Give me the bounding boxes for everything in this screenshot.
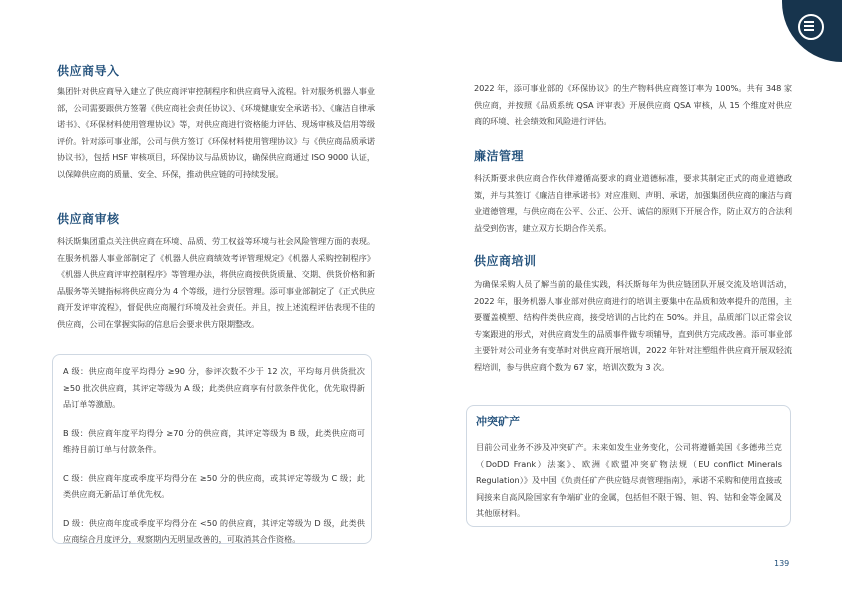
grade-d-text: D 级：供应商年度或季度平均得分在 <50 的供应商，其评定等级为 D 级，此类供应商综合月度评分，观察期内无明显改善的，可取消其合作资格。 xyxy=(63,517,365,544)
conflict-minerals-box xyxy=(466,405,791,527)
section-title-integrity: 廉洁管理 xyxy=(474,149,525,163)
section-title-supplier-training: 供应商培训 xyxy=(474,254,537,268)
conflict-minerals-title: 冲突矿产 xyxy=(476,415,520,428)
page-number: 139 xyxy=(774,559,790,568)
agreement-intro-text: 2022 年，添可事业部的《环保协议》的生产物料供应商签订率为 100%。共有 348 家供应商，并按照《品质系统 QSA 评审表》开展供应商 QSA 审核，从 15 个维度对供应商的环境、社会绩效和风险进行评估。 xyxy=(474,83,792,126)
grade-c-text: C 级：供应商年度或季度平均得分在 ≥50 分的供应商，或其评定等级为 C 级；此类供应商无新品订单优先权。 xyxy=(63,472,365,499)
section-title-supplier-onboarding: 供应商导入 xyxy=(57,64,120,78)
section-body-integrity: 科沃斯要求供应商合作伙伴遵循高要求的商业道德标准，要求其制定正式的商业道德政策，并与其签订《廉洁自律承诺书》对应准则、声明、承诺，加强集团供应商的廉洁与商业道德管理，与供应商在公平、公正、公开、诚信的原则下开展合作，防止双方的合法利益受到伤害，建立双方长期合作关系。 xyxy=(474,173,792,233)
grade-b-text: B 级：供应商年度平均得分 ≥70 分的供应商，其评定等级为 B 级，此类供应商可维持目前订单与付款条件。 xyxy=(63,427,365,454)
conflict-minerals-body: 目前公司业务不涉及冲突矿产。未来如发生业务变化，公司将遵循美国《多德弗兰克（DoDD Frank）法案》、欧洲《欧盟冲突矿物法规（EU conflict Minerals Regulation）》及中国《负责任矿产供应链尽责管理指南》，承诺不采购和使用直接或间接来自高风险国家有争端矿业的金属，包括但不限于锡、钽、钨、钴和金等金属及其他原材料。 xyxy=(476,442,782,518)
section-body-supplier-audit: 科沃斯集团重点关注供应商在环境、品质、劳工权益等环境与社会风险管理方面的表现。在服务机器人事业部制定了《机器人供应商绩效考评管理规定》《机器人采购控制程序》《机器人供应商评审控制程序》等管理办法，将供应商按供货质量、交期、供货价格和新品服务等关键指标将供应商分为 4 个等级，进行分层管理。添可事业部制定了《正式供应商开发评审流程》，督促供应商履行环境及社会责任。并且，按上述流程评估表现不佳的供应商，公司在掌握实际的信息后会要求供方限期整改。 xyxy=(57,236,375,329)
brand-logo-icon xyxy=(798,14,824,40)
section-body-supplier-training: 为确保采购人员了解当前的最佳实践，科沃斯每年为供应链团队开展交流及培训活动，2022 年，服务机器人事业部对供应商进行的培训主要集中在品质和效率提升的范围，主要覆盖模塑、结构件类供应商，接受培训的占比约在 50%。并且，品质部门以正常会议专案跟进的形式，对供应商发生的品质事件做专项辅导，直到供方完成改善。添可事业部主要针对公司业务有变革时对供应商开展培训，2022 年针对注塑组件供应商开展双轻流程培训，参与供应商个数为 67 家，培训次数为 3 次。 xyxy=(474,279,792,372)
supplier-grade-box xyxy=(52,354,372,544)
corner-tab xyxy=(782,0,842,62)
section-title-supplier-audit: 供应商审核 xyxy=(57,212,120,226)
grade-a-text: A 级：供应商年度平均得分 ≥90 分，参评次数不少于 12 次，平均每月供货批次 ≥50 批次供应商，其评定等级为 A 级；此类供应商享有付款条件优化，优先取得新品订单等激励。 xyxy=(63,366,365,409)
section-body-supplier-onboarding: 集团针对供应商导入建立了供应商评审控制程序和供应商导入流程。针对服务机器人事业部，公司需要跟供方签署《供应商社会责任协议》、《环境健康安全承诺书》、《廉洁自律承诺书》、《环保材料使用管理协议》等，对供应商进行资格能力评估、现场审核及信用等级评价。针对添可事业部，公司与供方签订《环保材料使用管理协议》与《供应商品质承诺协议书》，包括 HSF 审核项目，环保协议与品质协议，确保供应商通过 ISO 9000 认证，以保障供应商的质量、安全、环保，推动供应链的可持续发展。 xyxy=(57,86,375,179)
